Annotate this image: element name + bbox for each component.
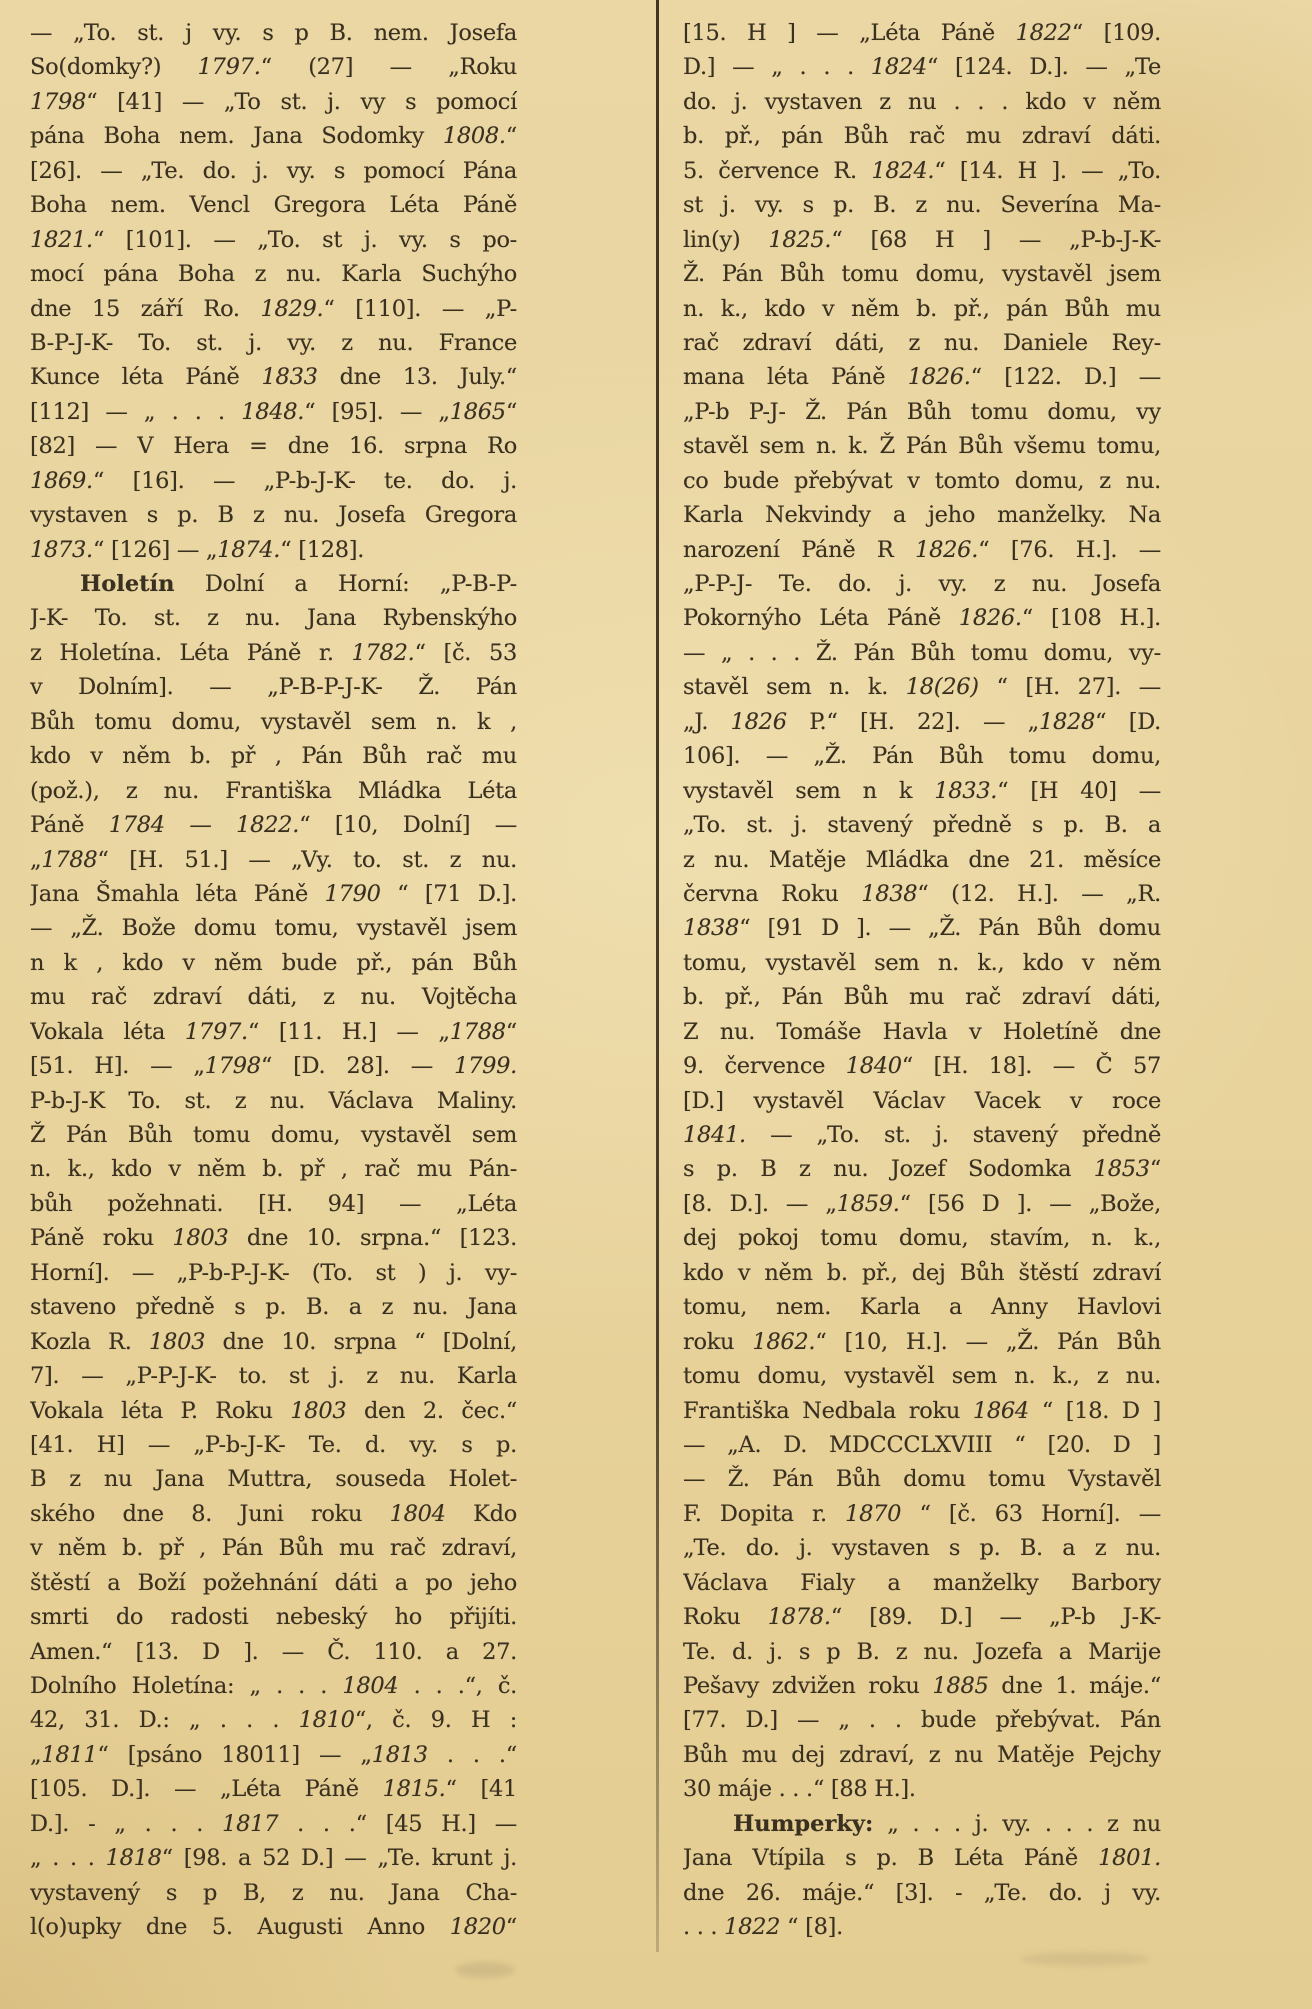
text-line: Roku 1878.“ [89. D.] — „P-b J-K- bbox=[683, 1604, 1161, 1631]
text-line: P-b-J-K To. st. z nu. Václava Maliny. bbox=[30, 1087, 517, 1114]
text-line: „P-P-J- Te. do. j. vy. z nu. Josefa bbox=[683, 571, 1161, 597]
text-line: „P-b P-J- Ž. Pán Bůh tomu domu, vy bbox=[683, 398, 1161, 425]
text-line: tomu domu, vystavěl sem n. k., z nu. bbox=[683, 1363, 1161, 1390]
text-line: [112] — „ . . . 1848.“ [95]. — „1865“ bbox=[30, 398, 517, 425]
text-column-left bbox=[30, 16, 517, 1945]
text-line: n. k., kdo v něm b. př , rač mu Pán- bbox=[30, 1156, 517, 1183]
text-line: kdo v něm b. př., dej Bůh štěstí zdraví bbox=[683, 1259, 1161, 1286]
text-line: rač zdraví dáti, z nu. Daniele Rey- bbox=[683, 329, 1161, 356]
text-line: Holetín Dolní a Horní: „P-B-P- bbox=[80, 571, 517, 597]
text-line: — „A. D. MDCCCLXVIII “ [20. D ] bbox=[683, 1431, 1161, 1458]
column-divider-rule bbox=[656, 0, 659, 1952]
text-line: Amen.“ [13. D ]. — Č. 110. a 27. bbox=[30, 1638, 517, 1665]
text-line: „1811“ [psáno 18011] — „1813 . . .“ bbox=[30, 1741, 517, 1768]
text-line: „To. st. j. stavený předně s p. B. a bbox=[683, 812, 1161, 839]
text-line: stavěl sem n. k. 18(26) “ [H. 27]. — bbox=[683, 674, 1161, 701]
text-line: — „Ž. Bože domu tomu, vystavěl jsem bbox=[30, 915, 517, 942]
text-line: J-K- To. st. z nu. Jana Rybenskýho bbox=[30, 605, 517, 632]
text-line: štěstí a Boží požehnání dáti a po jeho bbox=[30, 1569, 517, 1596]
text-line: mocí pána Boha z nu. Karla Suchýho bbox=[30, 261, 517, 288]
text-line: Kunce léta Páně 1833 dne 13. July.“ bbox=[30, 364, 517, 391]
text-line: Františka Nedbala roku 1864 “ [18. D ] bbox=[683, 1397, 1161, 1424]
text-line: dne 26. máje.“ [3]. - „Te. do. j vy. bbox=[683, 1879, 1161, 1906]
text-line: kdo v něm b. př , Pán Bůh rač mu bbox=[30, 743, 517, 770]
text-line: Z nu. Tomáše Havla v Holetíně dne bbox=[683, 1018, 1161, 1045]
text-line: [105. D.]. — „Léta Páně 1815.“ [41 bbox=[30, 1776, 517, 1803]
text-line: Dolního Holetína: „ . . . 1804 . . .“, č. bbox=[30, 1673, 517, 1699]
text-line: Páně roku 1803 dne 10. srpna.“ [123. bbox=[30, 1225, 517, 1252]
text-line: l(o)upky dne 5. Augusti Anno 1820“ bbox=[30, 1914, 517, 1941]
text-line: Ž. Pán Bůh tomu domu, vystavěl jsem bbox=[683, 261, 1161, 288]
text-line: Humperky: „ . . . j. vy. . . . z nu bbox=[733, 1810, 1161, 1837]
text-line: „1788“ [H. 51.] — „Vy. to. st. z nu. bbox=[30, 846, 517, 873]
text-line: „Te. do. j. vystaven s p. B. a z nu. bbox=[683, 1535, 1161, 1562]
text-line: Kozla R. 1803 dne 10. srpna “ [Dolní, bbox=[30, 1328, 517, 1355]
text-line: Horní]. — „P-b-P-J-K- (To. st ) j. vy- bbox=[30, 1259, 517, 1286]
text-line: [77. D.] — „ . . bude přebývat. Pán bbox=[683, 1707, 1161, 1734]
text-line: — „ . . . Ž. Pán Bůh tomu domu, vy- bbox=[683, 639, 1161, 666]
text-line: b. př., pán Bůh rač mu zdraví dáti. bbox=[683, 123, 1161, 150]
text-line: „ . . . 1818“ [98. a 52 D.] — „Te. krunt j. bbox=[30, 1845, 517, 1872]
text-line: (pož.), z nu. Františka Mládka Léta bbox=[30, 777, 517, 804]
text-line: mu rač zdraví dáti, z nu. Vojtěcha bbox=[30, 984, 517, 1011]
text-line: 30 máje . . .“ [88 H.]. bbox=[683, 1776, 916, 1803]
text-line: z Holetína. Léta Páně r. 1782.“ [č. 53 bbox=[30, 639, 517, 666]
text-line: Václava Fialy a manželky Barbory bbox=[683, 1569, 1161, 1596]
text-line: stavěl sem n. k. Ž Pán Bůh všemu tomu, bbox=[683, 433, 1161, 460]
text-line: — „To. st. j vy. s p B. nem. Josefa bbox=[30, 20, 517, 46]
text-line: tomu, nem. Karla a Anny Havlovi bbox=[683, 1294, 1161, 1321]
text-line: Jana Šmahla léta Páně 1790 “ [71 D.]. bbox=[30, 880, 517, 907]
text-line: — Ž. Pán Bůh domu tomu Vystavěl bbox=[683, 1466, 1161, 1493]
text-line: Vokala léta 1797.“ [11. H.] — „1788“ bbox=[30, 1018, 517, 1045]
text-line: v Dolním]. — „P-B-P-J-K- Ž. Pán bbox=[30, 674, 517, 701]
text-line: D.] — „ . . . 1824“ [124. D.]. — „Te bbox=[683, 54, 1161, 81]
text-line: s p. B z nu. Jozef Sodomka 1853“ bbox=[683, 1156, 1161, 1183]
text-line: dne 15 září Ro. 1829.“ [110]. — „P- bbox=[30, 295, 517, 322]
text-line: 1821.“ [101]. — „To. st j. vy. s po- bbox=[30, 226, 517, 253]
paper-smudge bbox=[1020, 1952, 1150, 1966]
text-line: Pokornýho Léta Páně 1826.“ [108 H.]. bbox=[683, 605, 1161, 632]
text-line: pána Boha nem. Jana Sodomky 1808.“ bbox=[30, 123, 517, 150]
text-line: Páně 1784 — 1822.“ [10, Dolní] — bbox=[30, 812, 517, 839]
text-line: D.]. - „ . . . 1817 . . .“ [45 H.] — bbox=[30, 1810, 517, 1837]
text-line: vystaven s p. B z nu. Josefa Gregora bbox=[30, 502, 517, 529]
text-line: tomu, vystavěl sem n. k., kdo v něm bbox=[683, 949, 1161, 976]
text-line: Ž Pán Bůh tomu domu, vystavěl sem bbox=[30, 1122, 517, 1148]
text-line: smrti do radosti nebeský ho přijíti. bbox=[30, 1604, 517, 1631]
paper-smudge bbox=[455, 1962, 515, 1978]
text-line: Jana Vtípila s p. B Léta Páně 1801. bbox=[683, 1845, 1161, 1872]
text-line: [D.] vystavěl Václav Vacek v roce bbox=[683, 1087, 1161, 1114]
text-line: lin(y) 1825.“ [68 H ] — „P-b-J-K- bbox=[683, 226, 1161, 253]
text-line: do. j. vystaven z nu . . . kdo v něm bbox=[683, 88, 1161, 115]
text-line: vystavěl sem n k 1833.“ [H 40] — bbox=[683, 777, 1161, 804]
text-line: 9. července 1840“ [H. 18]. — Č 57 bbox=[683, 1053, 1161, 1080]
text-line: 1869.“ [16]. — „P-b-J-K- te. do. j. bbox=[30, 467, 517, 494]
text-line: n. k., kdo v něm b. př., pán Bůh mu bbox=[683, 295, 1161, 322]
text-line: narození Páně R 1826.“ [76. H.]. — bbox=[683, 536, 1161, 563]
text-line: [82] — V Hera = dne 16. srpna Ro bbox=[30, 433, 517, 460]
text-line: 106]. — „Ž. Pán Bůh tomu domu, bbox=[683, 743, 1161, 770]
text-line: června Roku 1838“ (12. H.]. — „R. bbox=[683, 880, 1161, 907]
text-line: Boha nem. Vencl Gregora Léta Páně bbox=[30, 192, 517, 219]
text-line: So(domky?) 1797.“ (27] — „Roku bbox=[30, 54, 517, 81]
text-line: 42, 31. D.: „ . . . 1810“, č. 9. H : bbox=[30, 1707, 517, 1734]
text-line: [26]. — „Te. do. j. vy. s pomocí Pána bbox=[30, 157, 517, 184]
text-line: roku 1862.“ [10, H.]. — „Ž. Pán Bůh bbox=[683, 1328, 1161, 1355]
text-column-right bbox=[683, 16, 1161, 1945]
text-line: dej pokoj tomu domu, stavím, n. k., bbox=[683, 1225, 1161, 1252]
text-line: B-P-J-K- To. st. j. vy. z nu. France bbox=[30, 329, 517, 356]
text-line: co bude přebývat v tomto domu, z nu. bbox=[683, 467, 1161, 494]
text-line: mana léta Páně 1826.“ [122. D.] — bbox=[683, 364, 1161, 391]
text-line: Bůh tomu domu, vystavěl sem n. k , bbox=[30, 708, 517, 735]
text-line: [15. H ] — „Léta Páně 1822“ [109. bbox=[683, 20, 1161, 46]
text-line: Te. d. j. s p B. z nu. Jozefa a Marije bbox=[683, 1638, 1161, 1665]
text-line: vystavený s p B, z nu. Jana Cha- bbox=[30, 1879, 517, 1906]
text-line: Pešavy zdvižen roku 1885 dne 1. máje.“ bbox=[683, 1673, 1161, 1699]
text-line: st j. vy. s p. B. z nu. Severína Ma- bbox=[683, 192, 1161, 219]
text-line: 1873.“ [126] — „1874.“ [128]. bbox=[30, 536, 365, 563]
text-line: n k , kdo v něm bude př., pán Bůh bbox=[30, 949, 517, 976]
text-line: . . . 1822 “ [8]. bbox=[683, 1914, 843, 1941]
text-line: 1841. — „To. st. j. stavený předně bbox=[683, 1122, 1161, 1148]
text-line: B z nu Jana Muttra, souseda Holet- bbox=[30, 1466, 517, 1493]
text-line: F. Dopita r. 1870 “ [č. 63 Horní]. — bbox=[683, 1500, 1161, 1527]
text-line: „J. 1826 P.“ [H. 22]. — „1828“ [D. bbox=[683, 708, 1161, 735]
text-line: v něm b. př , Pán Bůh mu rač zdraví, bbox=[30, 1535, 517, 1562]
text-line: Vokala léta P. Roku 1803 den 2. čec.“ bbox=[30, 1397, 517, 1424]
text-line: ského dne 8. Juni roku 1804 Kdo bbox=[30, 1500, 517, 1527]
text-line: b. př., Pán Bůh mu rač zdraví dáti, bbox=[683, 984, 1161, 1011]
text-line: 1798“ [41] — „To st. j. vy s pomocí bbox=[30, 88, 517, 115]
text-line: staveno předně s p. B. a z nu. Jana bbox=[30, 1294, 517, 1321]
text-line: Bůh mu dej zdraví, z nu Matěje Pejchy bbox=[683, 1741, 1161, 1768]
text-line: 5. července R. 1824.“ [14. H ]. — „To. bbox=[683, 157, 1161, 184]
text-line: [41. H] — „P-b-J-K- Te. d. vy. s p. bbox=[30, 1431, 517, 1458]
text-line: Karla Nekvindy a jeho manželky. Na bbox=[683, 502, 1161, 529]
text-line: bůh požehnati. [H. 94] — „Léta bbox=[30, 1190, 517, 1217]
text-line: z nu. Matěje Mládka dne 21. měsíce bbox=[683, 846, 1161, 873]
text-line: [8. D.]. — „1859.“ [56 D ]. — „Bože, bbox=[683, 1190, 1161, 1217]
text-line: [51. H]. — „1798“ [D. 28]. — 1799. bbox=[30, 1053, 517, 1080]
text-line: 1838“ [91 D ]. — „Ž. Pán Bůh domu bbox=[683, 915, 1161, 942]
text-line: 7]. — „P-P-J-K- to. st j. z nu. Karla bbox=[30, 1363, 517, 1390]
